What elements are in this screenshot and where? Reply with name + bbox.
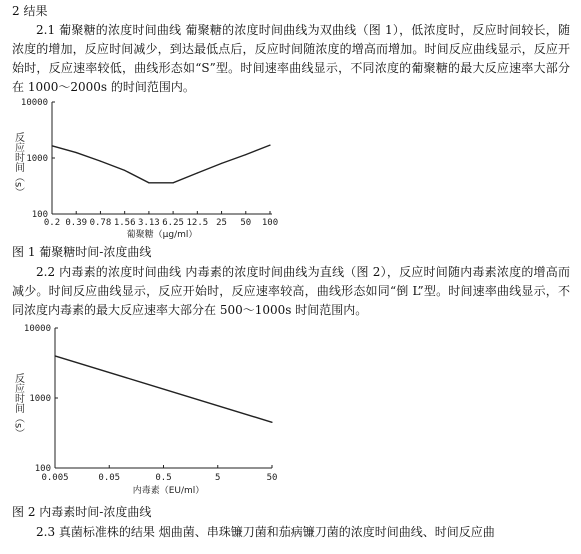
x-tick-label: 0.5 <box>155 473 172 483</box>
x-tick-label: 100 <box>261 218 279 228</box>
data-point <box>173 182 174 183</box>
x-axis-title: 葡聚糖（μg/ml） <box>126 230 198 240</box>
figure-1-chart <box>0 94 581 244</box>
y-axis-title: 反应时间（s） <box>12 132 24 198</box>
data-point <box>197 172 198 173</box>
data-point <box>221 163 222 164</box>
x-axis-title: 内毒素（EU/ml） <box>132 486 205 496</box>
data-point <box>76 152 77 153</box>
x-tick-label: 50 <box>266 473 278 483</box>
section-title: 2 结果 <box>12 4 48 18</box>
figure-2-chart <box>0 320 581 500</box>
paragraph-2-2: 2.2 内毒素的浓度时间曲线 内毒素的浓度时间曲线为直线（图 2），反应时间随内毒素浓度的增高而减少。时间反应曲线显示，反应开始时，反应速率较高，曲线形态如同“倒 L”型。时间速率曲线显示，不同浓度内毒素的最大反应速率大部分在 500～1000s 时间范围内。 <box>12 265 570 317</box>
y-tick-label: 10000 <box>20 98 48 108</box>
data-point <box>100 161 101 162</box>
data-point <box>124 170 125 171</box>
x-tick-label: 25 <box>216 218 227 228</box>
x-tick-label: 3.13 <box>138 218 160 228</box>
x-tick-label: 0.2 <box>43 218 61 228</box>
figure-2-caption: 图 2 内毒素时间-浓度曲线 <box>12 505 152 519</box>
data-point <box>51 145 52 146</box>
x-tick-label: 12.5 <box>186 218 209 228</box>
series-line <box>55 356 272 422</box>
data-point <box>245 154 246 155</box>
x-tick-label: 5 <box>215 473 221 483</box>
x-tick-label: 6.25 <box>162 218 184 228</box>
y-tick-label: 100 <box>31 210 48 220</box>
x-tick-label: 0.78 <box>89 218 112 228</box>
x-tick-label: 0.39 <box>65 218 88 228</box>
x-tick-label: 1.56 <box>113 218 136 228</box>
data-point <box>271 422 272 423</box>
paragraph-2-1: 2.1 葡聚糖的浓度时间曲线 葡聚糖的浓度时间曲线为双曲线（图 1），低浓度时，反应时间较长，随浓度的增加，反应时间减少，到达最低点后，反应时间随浓度的增高而增加。时间反应曲线显示，反应开始时，反应速率较低，曲线形态如“S”型。时间速率曲线显示，不同浓度的葡聚糖的最大反应速率大部分在 1000～2000s 的时间范围内。 <box>12 23 570 94</box>
y-axis-title: 反应时间（s） <box>12 373 24 439</box>
y-tick-label: 1000 <box>29 394 51 404</box>
y-tick-label: 10000 <box>23 324 51 334</box>
paragraph-2-3: 2.3 真菌标准株的结果 烟曲菌、串珠镰刀菌和茄病镰刀菌的浓度时间曲线、时间反应曲 <box>36 525 495 539</box>
y-tick-label: 1000 <box>26 154 48 164</box>
figure-1-caption: 图 1 葡聚糖时间-浓度曲线 <box>12 245 152 259</box>
x-tick-label: 0.005 <box>41 473 69 483</box>
x-tick-label: 0.05 <box>98 473 121 483</box>
data-point <box>54 355 55 356</box>
x-tick-label: 50 <box>240 218 252 228</box>
y-tick-label: 100 <box>34 464 51 474</box>
data-point <box>148 182 149 183</box>
data-point <box>269 144 270 145</box>
series-line <box>52 145 270 183</box>
